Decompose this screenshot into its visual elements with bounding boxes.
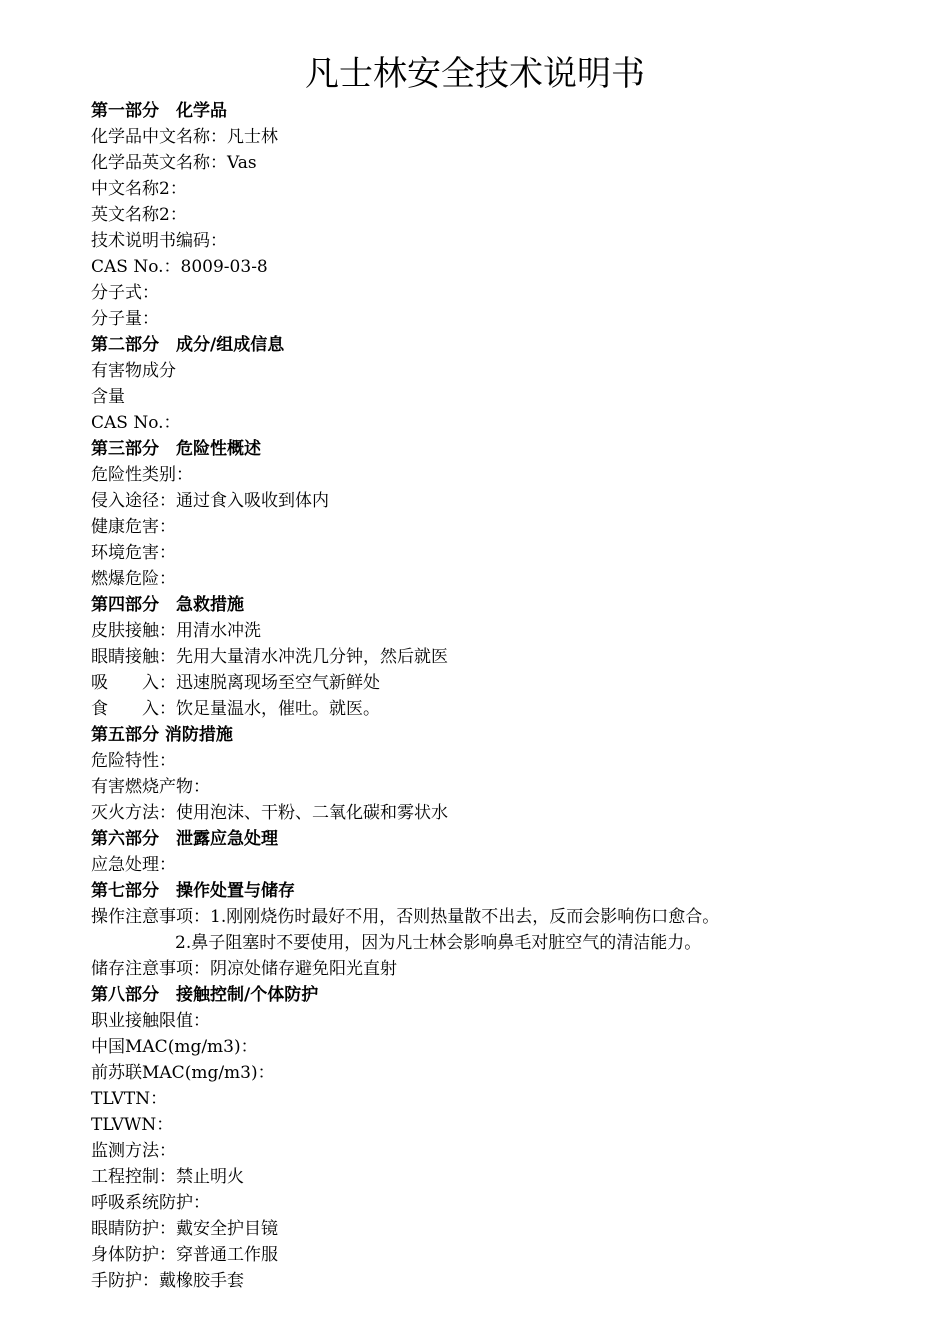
text-line: 化学品英文名称：Vas (91, 153, 257, 173)
text-line: 燃爆危险： (91, 569, 176, 589)
text-line: TLVTN： (91, 1089, 168, 1109)
document-title: 凡士林安全技术说明书 (305, 54, 645, 94)
text-line: 侵入途径：通过食入吸收到体内 (91, 491, 329, 511)
text-line: 监测方法： (91, 1141, 176, 1161)
text-line: 危险特性： (91, 751, 176, 771)
section-heading: 第八部分 接触控制/个体防护 (91, 985, 319, 1005)
text-line: 英文名称2： (91, 205, 187, 225)
text-line: 食 入：饮足量温水，催吐。就医。 (91, 699, 380, 719)
text-line: 技术说明书编码： (91, 231, 227, 251)
text-line: CAS No.：8009-03-8 (91, 257, 268, 277)
text-line: 应急处理： (91, 855, 176, 875)
text-line: 吸 入：迅速脱离现场至空气新鲜处 (91, 673, 380, 693)
text-line: 工程控制：禁止明火 (91, 1167, 244, 1187)
text-line: 呼吸系统防护： (91, 1193, 210, 1213)
section-heading: 第一部分 化学品 (91, 101, 227, 121)
text-line: 中国MAC(mg/m3)： (91, 1037, 258, 1057)
text-line: 操作注意事项：1.刚刚烧伤时最好不用，否则热量散不出去，反而会影响伤口愈合。 (91, 907, 720, 927)
text-line: 化学品中文名称：凡士林 (91, 127, 278, 147)
text-line: 皮肤接触：用清水冲洗 (91, 621, 261, 641)
text-line: 储存注意事项：阴凉处储存避免阳光直射 (91, 959, 397, 979)
text-line: 危险性类别： (91, 465, 193, 485)
text-line: CAS No.： (91, 413, 181, 433)
text-line: 健康危害： (91, 517, 176, 537)
text-line: 环境危害： (91, 543, 176, 563)
text-line: 身体防护：穿普通工作服 (91, 1245, 278, 1265)
section-heading: 第四部分 急救措施 (91, 595, 244, 615)
text-line: 中文名称2： (91, 179, 187, 199)
text-line: 含量 (91, 387, 125, 407)
text-line: 前苏联MAC(mg/m3)： (91, 1063, 275, 1083)
text-line: 眼睛防护：戴安全护目镜 (91, 1219, 278, 1239)
text-line: 2.鼻子阻塞时不要使用，因为凡士林会影响鼻毛对脏空气的清洁能力。 (175, 933, 702, 953)
text-line: 眼睛接触：先用大量清水冲洗几分钟，然后就医 (91, 647, 448, 667)
text-line: 分子式： (91, 283, 159, 303)
section-heading: 第六部分 泄露应急处理 (91, 829, 278, 849)
text-line: 灭火方法：使用泡沫、干粉、二氧化碳和雾状水 (91, 803, 448, 823)
text-line: 分子量： (91, 309, 159, 329)
section-heading: 第五部分 消防措施 (91, 725, 233, 745)
text-line: 有害燃烧产物： (91, 777, 210, 797)
section-heading: 第三部分 危险性概述 (91, 439, 261, 459)
document-body (91, 98, 911, 1294)
text-line: 职业接触限值： (91, 1011, 210, 1031)
section-heading: 第二部分 成分/组成信息 (91, 335, 285, 355)
text-line: 手防护：戴橡胶手套 (91, 1271, 244, 1291)
text-line: TLVWN： (91, 1115, 174, 1135)
text-line: 有害物成分 (91, 361, 176, 381)
section-heading: 第七部分 操作处置与储存 (91, 881, 295, 901)
